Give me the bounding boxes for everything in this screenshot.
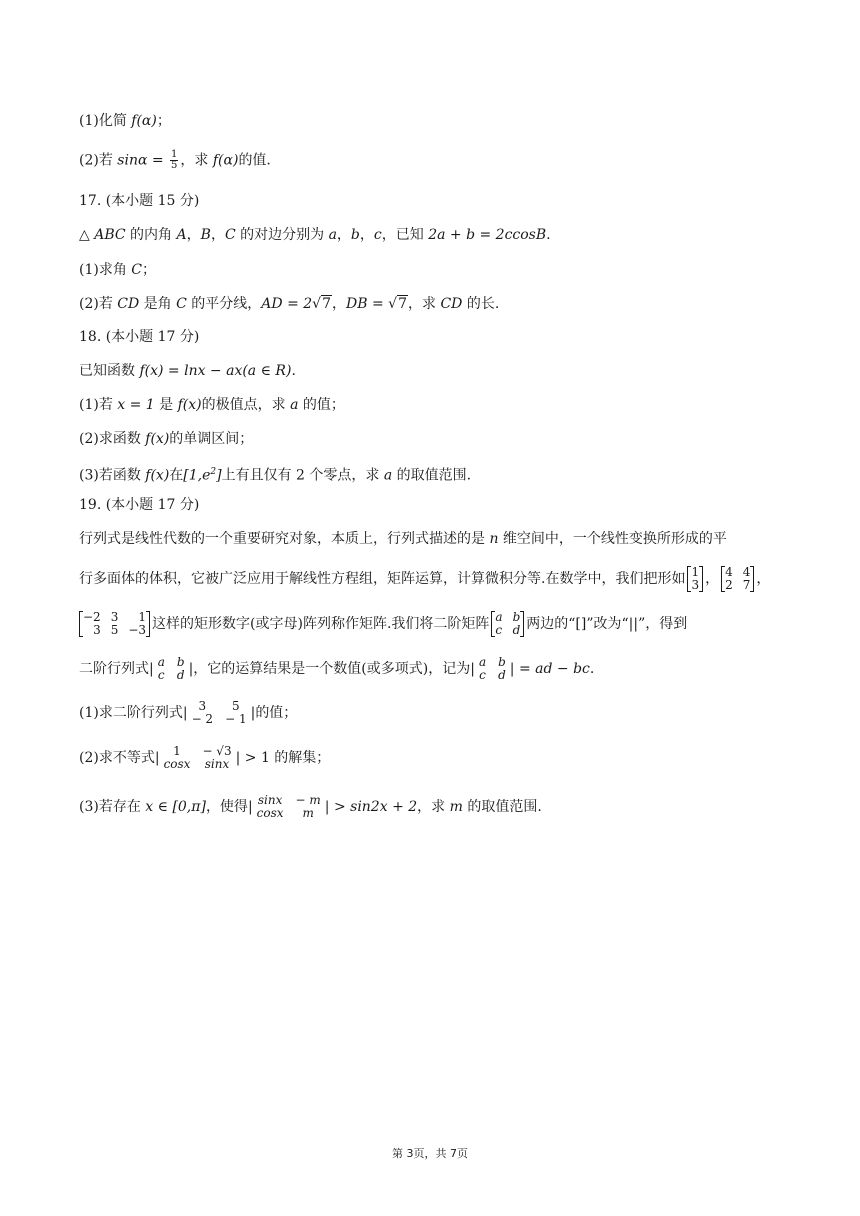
q17-p1-c: C — [131, 262, 142, 278]
det-bar: | — [182, 705, 188, 721]
det-cell: − 2 — [191, 712, 214, 726]
sqrt-radicand: 7 — [322, 296, 332, 312]
triangle-symbol: △ — [79, 227, 90, 243]
fraction-denominator: 5 — [171, 160, 178, 171]
q19-para1 — [79, 529, 727, 549]
q19-p1-text: (1)求二阶行列式 — [79, 705, 183, 721]
q18-heading: 18. (本小题 17 分) — [79, 329, 200, 345]
q17-p2-text: 的平分线， — [186, 296, 262, 312]
q17-p2-cd: CD — [117, 296, 140, 312]
det-bar: | — [149, 661, 154, 677]
q18-p3-text: 的取值范围. — [392, 467, 472, 484]
matrix-cell: c — [495, 623, 503, 637]
q18-text: 已知函数 — [79, 363, 140, 379]
matrix-cell: 3 — [691, 578, 700, 592]
q18-part2 — [79, 429, 253, 449]
det-cell: b — [176, 655, 185, 669]
det-cell: − m — [295, 793, 321, 807]
q17-comma: ， — [336, 227, 351, 243]
q17-angle-c: C — [224, 227, 236, 243]
q16-p1-prefix: (1)化简 — [79, 113, 132, 129]
q16-p2-math2: f(α) — [212, 152, 239, 169]
q19-para4-text: ，它的运算结果是一个数值(或多项式)，记为 — [193, 661, 471, 677]
q19-para3-text: 两边的“[]”改为“||”，得到 — [526, 616, 688, 632]
q17-equation: 2a + b = 2ccosB — [428, 227, 547, 243]
q19-p1-text: 的值； — [255, 705, 298, 721]
q17-abc: ABC — [94, 227, 126, 243]
det-cell: 5 — [232, 699, 240, 713]
matrix-cell: 4 — [725, 565, 733, 579]
q17-text: 的对边分别为 — [235, 227, 329, 243]
det-bar: | — [247, 799, 253, 815]
matrix-2 — [721, 566, 754, 592]
det-bar: | — [250, 705, 256, 721]
det-cell: cosx — [256, 806, 284, 820]
q19-p3-text: ，使得 — [205, 799, 248, 815]
sqrt-symbol: √7 — [388, 296, 408, 312]
q17-period: . — [546, 227, 551, 243]
det-bar: | — [235, 750, 241, 766]
q17-p2-db: DB = — [346, 296, 389, 312]
q16-p2-mid: ，求 — [180, 152, 213, 169]
q16-p1-suffix: ； — [156, 113, 171, 129]
q17-p2-ad: AD = 2 — [261, 296, 313, 312]
q17-p2-comma: ， — [332, 296, 347, 312]
matrix-cell: 4 — [742, 565, 751, 579]
matrix-cell: 7 — [742, 578, 751, 592]
q19-n: n — [489, 531, 499, 547]
det-bar: | — [154, 750, 160, 766]
q19-para4-text: 二阶行列式 — [79, 661, 149, 677]
q18-p2-text: 的单调区间； — [169, 431, 254, 447]
q19-p3-m: m — [449, 799, 463, 815]
matrix-cell: 3 — [93, 623, 101, 637]
det-cell: c — [479, 668, 486, 682]
matrix-cell: 3 — [110, 610, 119, 624]
q16-p1-math: f(α) — [131, 113, 157, 129]
q19-part3 — [79, 794, 542, 820]
q17-p2-c: C — [176, 296, 187, 312]
q19-p2-text: 的解集； — [269, 750, 331, 766]
fraction-numerator: 1 — [171, 149, 178, 160]
q17-stem — [79, 225, 551, 245]
q16-part1 — [79, 111, 171, 131]
q19-para1-text: 维空间中，一个线性变换所形成的平 — [498, 531, 727, 547]
q19-para4-eq: = ad − bc — [514, 661, 590, 677]
q19-comma: ， — [756, 571, 771, 587]
det-cell: b — [498, 655, 506, 669]
det-bar: | — [470, 661, 475, 677]
q19-p2-text: (2)求不等式 — [79, 750, 155, 766]
q17-p2-cd: CD — [440, 296, 463, 312]
q18-p1-text: 的极值点，求 — [201, 397, 291, 413]
q19-p3-x: x ∈ [0,π] — [145, 799, 206, 815]
q18-p2-f: f(x) — [145, 431, 170, 447]
q16-p2-prefix: (2)若 — [79, 152, 118, 169]
q17-comma: ， — [186, 227, 201, 243]
q18-part3 — [79, 462, 471, 486]
q17-side-b: b — [350, 227, 360, 243]
q18-p3-text: 上有且仅有 2 个零点，求 — [221, 467, 384, 484]
det-cell: − √3 — [202, 744, 232, 758]
q18-p1-a: a — [290, 397, 299, 413]
q18-p1-f: f(x) — [177, 397, 202, 413]
q17-comma: ， — [359, 227, 374, 243]
q17-text: 的内角 — [125, 227, 177, 243]
q18-p3-a: a — [383, 467, 393, 484]
q19-part2 — [79, 745, 330, 771]
det-cell: a — [478, 655, 487, 669]
q19-para3 — [79, 611, 687, 637]
q18-p3-exponent: 2 — [210, 467, 217, 477]
q19-para4 — [79, 656, 594, 682]
q17-side-a: a — [328, 227, 337, 243]
det-cell: a — [157, 655, 165, 669]
page-footer: 第 3页，共 7页 — [392, 1147, 468, 1160]
det-bar: | — [324, 799, 330, 815]
determinant-4 — [161, 745, 235, 771]
sqrt-radicand: 7 — [398, 296, 408, 312]
matrix-cell: 2 — [725, 578, 733, 592]
det-cell: sinx — [204, 757, 230, 771]
q17-part2 — [79, 294, 499, 314]
q19-p3-ineq: > sin2x + 2 — [329, 799, 418, 815]
det-bar: | — [188, 661, 194, 677]
q19-para4-end: . — [589, 661, 595, 677]
q18-p1-text: 是 — [154, 397, 178, 413]
q16-p2-suffix: 的值. — [238, 152, 271, 169]
q19-p3-text: ，求 — [417, 799, 450, 815]
q19-para2 — [79, 566, 770, 592]
q19-heading: 19. (本小题 17 分) — [79, 497, 200, 513]
q18-p3-text: 在 — [169, 467, 184, 484]
q18-p1-text: 的值； — [298, 397, 345, 413]
matrix-3 — [79, 611, 150, 637]
q18-p3-interval: [1,e — [183, 467, 211, 484]
q19-p2-gt: > 1 — [240, 750, 270, 766]
q18-p1-text: (1)若 — [79, 397, 118, 413]
det-bar: | — [509, 661, 515, 677]
matrix-cell: 1 — [691, 565, 700, 579]
q17-p2-text: (2)若 — [79, 296, 118, 312]
matrix-cell: 1 — [138, 610, 147, 624]
q16-p2-math: sinα = — [117, 152, 169, 169]
det-cell: cosx — [163, 757, 191, 771]
determinant-2 — [476, 656, 509, 682]
q18-stem — [79, 361, 296, 381]
matrix-cell: d — [512, 623, 521, 637]
q18-p3-f: f(x) — [145, 467, 170, 484]
det-cell: 1 — [173, 744, 181, 758]
det-cell: d — [498, 668, 506, 682]
q18-part1 — [79, 395, 345, 415]
matrix-cell: a — [495, 610, 503, 624]
q17-heading: 17. (本小题 15 分) — [79, 193, 200, 209]
q17-part1 — [79, 260, 156, 280]
q16-p2-fraction — [170, 150, 178, 171]
det-cell: sinx — [257, 793, 283, 807]
q17-comma: ， — [210, 227, 225, 243]
q18-function: f(x) = lnx − ax(a ∈ R) — [139, 363, 292, 379]
matrix-cell: 5 — [110, 623, 119, 637]
det-cell: m — [302, 806, 314, 820]
q18-p3-interval-end: ] — [216, 467, 222, 484]
det-cell: − 1 — [225, 712, 247, 726]
q17-p2-text: 的长. — [462, 296, 500, 312]
q17-p1-text: (1)求角 — [79, 262, 132, 278]
det-cell: d — [176, 668, 185, 682]
q17-side-c: c — [373, 227, 382, 243]
det-cell: 3 — [198, 699, 207, 713]
q19-comma: ， — [705, 571, 720, 587]
q17-p2-text: ，求 — [408, 296, 441, 312]
q18-period: . — [291, 363, 296, 379]
q18-p3-text: (3)若函数 — [79, 467, 146, 484]
matrix-cell: −3 — [128, 623, 147, 637]
matrix-cell: −2 — [83, 610, 101, 624]
q17-angle-a: A — [176, 227, 187, 243]
q17-p1-end: ； — [142, 262, 156, 278]
determinant-1 — [155, 656, 188, 682]
q17-angle-b: B — [200, 227, 211, 243]
q17-p2-text: 是角 — [139, 296, 177, 312]
determinant-3 — [189, 700, 250, 726]
sqrt-symbol: √7 — [312, 296, 332, 312]
q19-p3-text: 的取值范围. — [462, 799, 542, 815]
matrix-cell: b — [512, 610, 521, 624]
q19-para2-text: 行多面体的体积，它被广泛应用于解线性方程组，矩阵运算，计算微积分等.在数学中，我们把形如 — [79, 571, 686, 587]
q19-part1 — [79, 700, 297, 726]
q18-p1-x: x = 1 — [117, 397, 155, 413]
q18-p2-text: (2)求函数 — [79, 431, 146, 447]
q16-part2 — [79, 150, 271, 171]
matrix-4 — [491, 611, 524, 637]
q19-para3-text: 这样的矩形数字(或字母)阵列称作矩阵.我们将二阶矩阵 — [152, 616, 490, 632]
det-cell: c — [157, 668, 165, 682]
q19-para1-text: 行列式是线性代数的一个重要研究对象，本质上，行列式描述的是 — [79, 531, 490, 547]
q19-p3-text: (3)若存在 — [79, 799, 146, 815]
matrix-1 — [687, 566, 703, 592]
determinant-5 — [254, 794, 324, 820]
q17-text: ，已知 — [381, 227, 429, 243]
